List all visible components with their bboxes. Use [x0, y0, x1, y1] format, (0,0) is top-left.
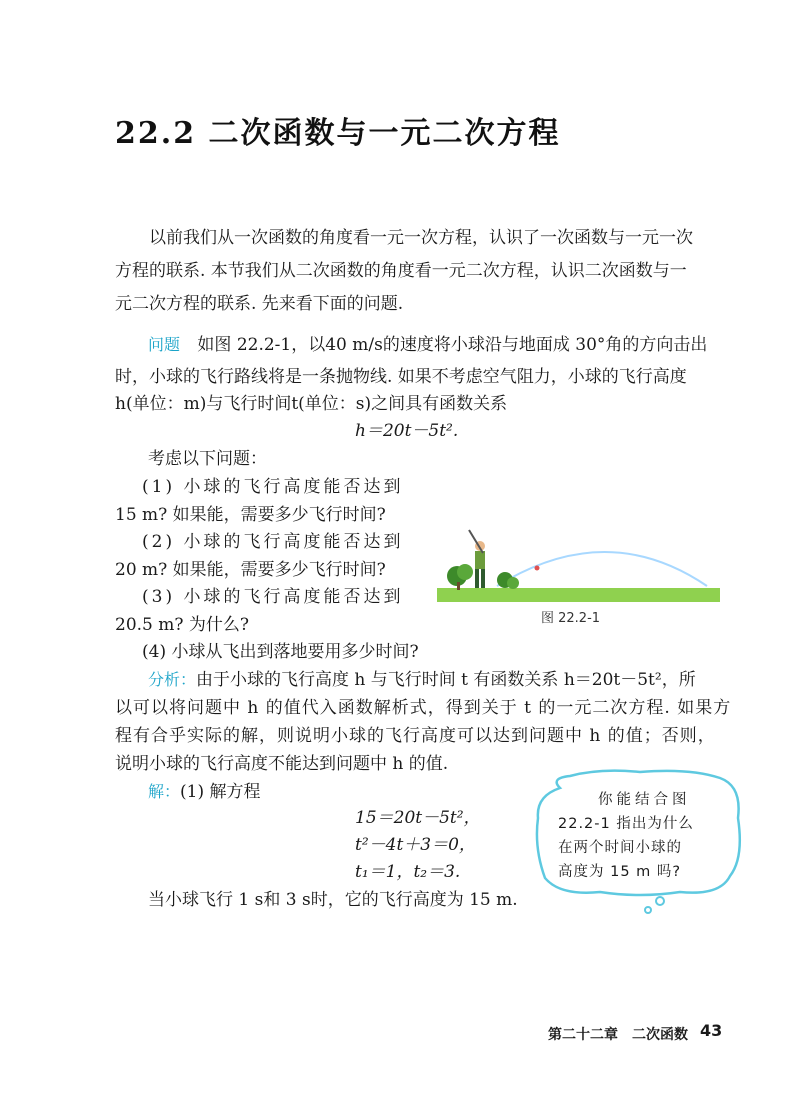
- solution-label: 解：: [148, 782, 181, 801]
- problem-text: 如图 22.2-1，以40 m/s的速度将小球沿与地面成 30°角的方向击出: [197, 335, 708, 355]
- intro-line: 以前我们从一次函数的角度看一元一次方程，认识了一次函数与一元一次: [149, 228, 693, 248]
- solution-first: (1) 解方程: [180, 782, 261, 802]
- analysis-line-1: [148, 665, 696, 690]
- problem-label: 问题: [148, 335, 181, 354]
- equation-1: 15＝20t－5t²，: [355, 808, 481, 828]
- question-3a: (3) 小球的飞行高度能否达到: [142, 587, 404, 607]
- trajectory-curve: [497, 552, 707, 586]
- question-3b: 20.5 m? 为什么?: [115, 615, 250, 635]
- function-formula: h＝20t－5t².: [355, 421, 459, 441]
- question-1a: (1) 小球的飞行高度能否达到: [142, 477, 404, 497]
- chapter-footer: 第二十二章 二次函数: [548, 1027, 688, 1043]
- intro-line: 元二次方程的联系. 先来看下面的问题.: [115, 294, 404, 314]
- problem-line-1: [148, 330, 707, 355]
- ball-icon: [535, 566, 540, 571]
- analysis-text: 由于小球的飞行高度 h 与飞行时间 t 有函数关系 h＝20t－5t²，所: [196, 670, 696, 690]
- consider-text: 考虑以下问题：: [148, 449, 267, 469]
- problem-line-3: h(单位：m)与飞行时间t(单位：s)之间具有函数关系: [115, 394, 508, 414]
- bubble-line-1: 你能结合图: [598, 792, 691, 808]
- analysis-label: 分析：: [148, 670, 197, 689]
- bubble-line-3: 在两个时间小球的: [558, 840, 682, 856]
- intro-line: 方程的联系. 本节我们从二次函数的角度看一元二次方程，认识二次函数与一: [115, 261, 687, 281]
- tree-icon: [447, 564, 473, 590]
- figure-caption: 图 22.2-1: [541, 611, 601, 626]
- analysis-line-2: 以可以将问题中 h 的值代入函数解析式，得到关于 t 的一元二次方程. 如果方: [115, 698, 732, 718]
- equation-3: t₁＝1，t₂＝3.: [355, 862, 461, 882]
- solution-line-1: [148, 777, 261, 802]
- analysis-line-4: 说明小球的飞行高度不能达到问题中 h 的值.: [115, 754, 449, 774]
- question-1b: 15 m? 如果能，需要多少飞行时间?: [115, 505, 386, 525]
- bubble-line-4: 高度为 15 m 吗?: [558, 864, 682, 880]
- problem-line-2: 时，小球的飞行路线将是一条抛物线. 如果不考虑空气阻力，小球的飞行高度: [115, 367, 687, 387]
- ground: [437, 588, 720, 602]
- question-2a: (2) 小球的飞行高度能否达到: [142, 532, 404, 552]
- intro-paragraph-2: [115, 255, 720, 321]
- golfer-icon: [469, 530, 485, 588]
- equation-2: t²－4t＋3＝0，: [355, 835, 476, 855]
- golf-trajectory-figure: [437, 528, 720, 602]
- analysis-line-3: 程有合乎实际的解，则说明小球的飞行高度可以达到问题中 h 的值；否则，: [115, 726, 716, 746]
- section-title: 22.2 二次函数与一元二次方程: [115, 116, 561, 151]
- intro-paragraph: [115, 222, 720, 255]
- question-2b: 20 m? 如果能，需要多少飞行时间?: [115, 560, 386, 580]
- page-number: 43: [700, 1021, 723, 1040]
- bubble-dot: [645, 907, 651, 913]
- solution-conclusion: 当小球飞行 1 s和 3 s时，它的飞行高度为 15 m.: [148, 890, 518, 910]
- question-4: (4) 小球从飞出到落地要用多少时间?: [142, 642, 419, 662]
- bubble-line-2: 22.2-1 指出为什么: [558, 816, 694, 832]
- bubble-dot: [656, 897, 664, 905]
